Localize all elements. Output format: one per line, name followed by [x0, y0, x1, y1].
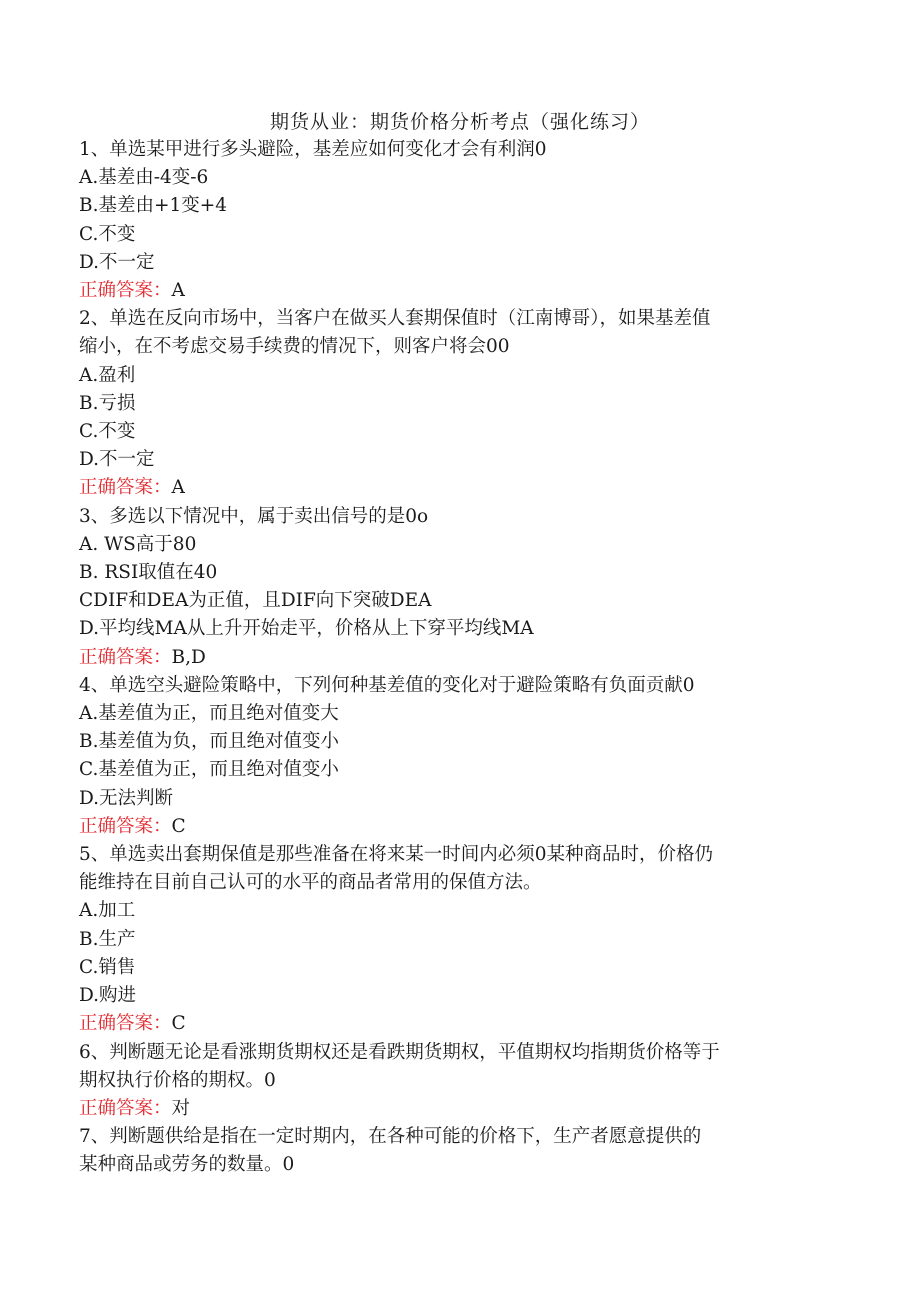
question-text: 能维持在目前自己认可的水平的商品者常用的保值方法。 — [79, 872, 542, 894]
answer-option: C.不变 — [79, 421, 136, 443]
correct-answer-label: 正确答案： — [79, 477, 172, 499]
correct-answer — [79, 1010, 839, 1038]
question-block — [79, 672, 839, 841]
answer-option: B.基差由+1变+4 — [79, 195, 228, 217]
question-block — [79, 841, 839, 1038]
correct-answer-value: B,D — [171, 646, 206, 668]
answer-option: D.不一定 — [79, 251, 155, 273]
correct-answer-label: 正确答案： — [79, 1097, 172, 1119]
answer-option: A.基差值为正，而且绝对值变大 — [79, 703, 339, 725]
correct-answer-value: C — [171, 815, 186, 837]
question-text: 2、单选在反向市场中，当客户在做买人套期保值时（江南博哥），如果基差值 — [79, 308, 711, 330]
question-text: 3、多选以下情况中，属于卖出信号的是0o — [79, 505, 429, 527]
page-title: 期货从业：期货价格分析考点（强化练习） — [269, 111, 650, 133]
correct-answer-label: 正确答案： — [79, 280, 172, 302]
question-block — [79, 305, 839, 502]
correct-answer-label: 正确答案： — [79, 815, 172, 837]
correct-answer-value: A — [171, 477, 185, 499]
correct-answer-value: A — [171, 280, 185, 302]
answer-option: D.不一定 — [79, 449, 155, 471]
question-text: 5、单选卖出套期保值是那些准备在将来某一时间内必须0某种商品时，价格仍 — [79, 844, 714, 866]
answer-option: CDIF和DEA为正值，且DIF向下突破DEA — [79, 590, 432, 612]
question-text: 缩小，在不考虑交易手续费的情况下，则客户将会00 — [79, 336, 510, 358]
answer-option: B.亏损 — [79, 392, 136, 414]
correct-answer — [79, 644, 839, 672]
correct-answer — [79, 813, 839, 841]
answer-option: B. RSI取值在40 — [79, 562, 218, 584]
question-block — [79, 1039, 839, 1124]
answer-option: A.基差由-4变-6 — [79, 167, 209, 189]
correct-answer-label: 正确答案： — [79, 646, 172, 668]
answer-option: A. WS高于80 — [79, 533, 197, 555]
correct-answer-value: 对 — [171, 1097, 191, 1119]
correct-answer — [79, 474, 839, 502]
correct-answer-label: 正确答案： — [79, 1013, 172, 1035]
answer-option: D.购进 — [79, 985, 137, 1007]
answer-option: C.销售 — [79, 956, 136, 978]
question-block — [79, 1123, 839, 1179]
answer-option: A.加工 — [79, 900, 136, 922]
answer-option: B.生产 — [79, 928, 136, 950]
question-list — [79, 136, 839, 1180]
question-text: 1、单选某甲进行多头避险，基差应如何变化才会有利润0 — [79, 139, 547, 160]
question-block — [79, 136, 839, 305]
answer-option: C.基差值为正，而且绝对值变小 — [79, 759, 339, 781]
correct-answer — [79, 277, 839, 305]
answer-option: A.盈利 — [79, 364, 136, 386]
answer-option: B.基差值为负，而且绝对值变小 — [79, 731, 339, 753]
question-text: 4、单选空头避险策略中，下列何种基差值的变化对于避险策略有负面贡献0 — [79, 674, 695, 696]
correct-answer-value: C — [171, 1013, 186, 1035]
answer-option: D.平均线MA从上升开始走平，价格从上下穿平均线MA — [79, 618, 534, 640]
correct-answer — [79, 1095, 839, 1123]
question-text: 7、判断题供给是指在一定时期内，在各种可能的价格下，生产者愿意提供的 — [79, 1126, 702, 1148]
question-block — [79, 503, 839, 672]
answer-option: C.不变 — [79, 223, 136, 245]
answer-option: D.无法判断 — [79, 787, 174, 809]
question-text: 期权执行价格的期权。0 — [79, 1069, 276, 1091]
question-text: 某种商品或劳务的数量。0 — [79, 1154, 295, 1176]
question-text: 6、判断题无论是看涨期货期权还是看跌期货期权，平值期权均指期货价格等于 — [79, 1041, 720, 1063]
